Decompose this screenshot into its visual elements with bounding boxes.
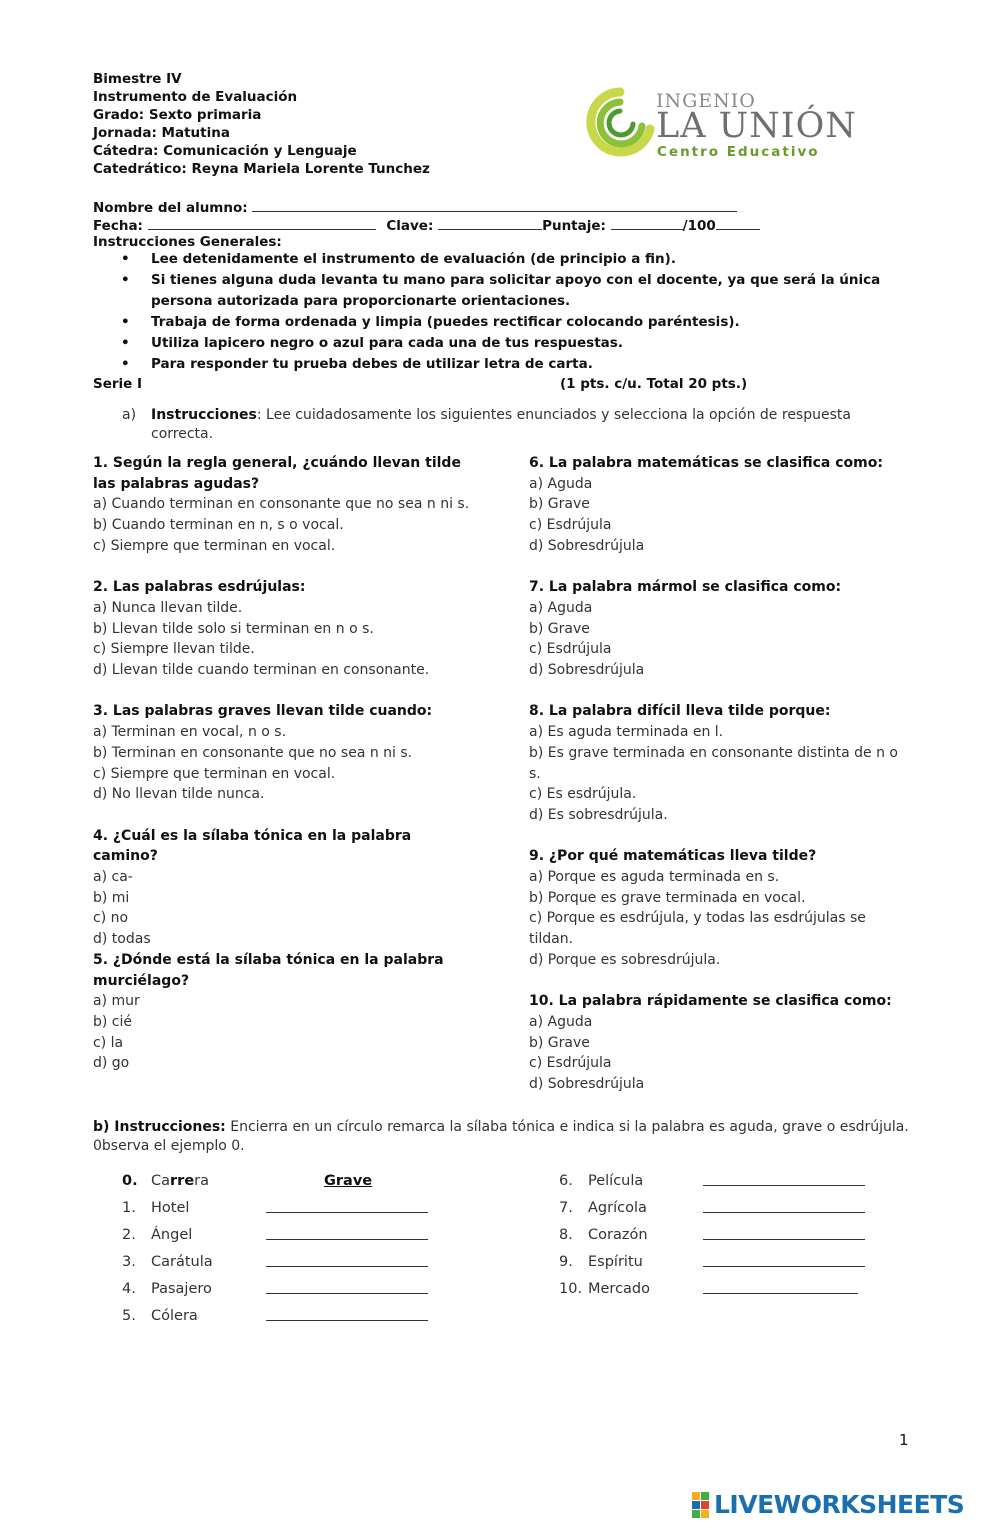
table-row	[122, 1221, 494, 1248]
part-a-text: : Lee cuidadosamente los siguientes enunciados y selecciona la opción de respuesta correcta.	[151, 407, 851, 442]
option[interactable]: c) Siempre que terminan en vocal.	[93, 537, 336, 554]
option[interactable]: b) Terminan en consonante que no sea n ni s.	[93, 744, 413, 761]
header-line: Catedrático: Reyna Mariela Lorente Tunchez	[93, 161, 430, 177]
part-a-instructions	[122, 406, 902, 444]
example-word: Carrera	[151, 1172, 210, 1189]
question-2: 2. Las palabras esdrújulas:	[93, 579, 306, 596]
table-row	[122, 1248, 494, 1275]
answer-field[interactable]	[703, 1279, 858, 1294]
option[interactable]: b) cié	[93, 1013, 132, 1030]
option[interactable]: c) Esdrújula	[529, 641, 612, 658]
header-line: Jornada: Matutina	[93, 125, 230, 141]
word: Mercado	[588, 1280, 651, 1297]
student-name-row	[93, 197, 737, 217]
option[interactable]: b) mi	[93, 889, 130, 906]
answer-field[interactable]	[266, 1225, 428, 1240]
option[interactable]: a) Es aguda terminada en l.	[529, 724, 724, 741]
date-field[interactable]	[148, 215, 376, 230]
option[interactable]: d) todas	[93, 931, 151, 948]
word-number: 7.	[559, 1199, 573, 1216]
option[interactable]: d) Porque es sobresdrújula.	[529, 951, 721, 968]
list-item: • Trabaja de forma ordenada y limpia (puedes rectificar colocando paréntesis).	[121, 314, 740, 330]
option[interactable]: c) Siempre llevan tilde.	[93, 641, 255, 658]
option[interactable]: c) Es esdrújula.	[529, 786, 637, 803]
table-row	[122, 1302, 494, 1329]
word-number: 2.	[122, 1226, 136, 1243]
date-row	[93, 215, 760, 235]
list-item: • Para responder tu prueba debes de utilizar letra de carta.	[121, 356, 593, 372]
table-row	[559, 1275, 865, 1302]
question-5: 5. ¿Dónde está la sílaba tónica en la palabra murciélago?	[93, 951, 444, 989]
question-7: 7. La palabra mármol se clasifica como:	[529, 579, 842, 596]
key-field[interactable]	[438, 215, 542, 230]
score-underline	[716, 215, 760, 230]
option[interactable]: b) Cuando terminan en n, s o vocal.	[93, 517, 344, 534]
right-question-column	[529, 453, 909, 1095]
liveworksheets-watermark: LIVEWORKSHEETS	[714, 1490, 965, 1519]
word-list-left	[122, 1167, 494, 1329]
page-number: 1	[899, 1431, 909, 1449]
word: Corazón	[588, 1226, 648, 1243]
option[interactable]: c) la	[93, 1034, 124, 1051]
option[interactable]: c) Porque es esdrújula, y todas las esdrújulas se tildan.	[529, 910, 866, 948]
option[interactable]: b) Porque es grave terminada en vocal.	[529, 889, 806, 906]
option[interactable]: d) Sobresdrújula	[529, 537, 645, 554]
option[interactable]: d) Sobresdrújula	[529, 662, 645, 679]
general-instructions-list	[93, 249, 923, 375]
part-b-instructions	[93, 1118, 913, 1156]
exam-header	[93, 70, 430, 178]
option[interactable]: a) Aguda	[529, 599, 593, 616]
answer-field[interactable]	[266, 1198, 428, 1213]
word: Hotel	[151, 1199, 190, 1216]
student-name-field[interactable]	[252, 197, 737, 212]
part-a-label: Instrucciones	[151, 407, 257, 423]
option[interactable]: d) Es sobresdrújula.	[529, 806, 668, 823]
table-row	[559, 1221, 865, 1248]
question-3: 3. Las palabras graves llevan tilde cuando:	[93, 703, 433, 720]
option[interactable]: a) Cuando terminan en consonante que no sea n ni s.	[93, 496, 470, 513]
answer-field[interactable]	[266, 1279, 428, 1294]
option[interactable]: b) Grave	[529, 496, 590, 513]
key-label: Clave:	[386, 218, 434, 234]
logo-top-text: INGENIO	[656, 90, 756, 112]
header-line: Instrumento de Evaluación	[93, 89, 298, 105]
table-row	[122, 1275, 494, 1302]
option[interactable]: b) Llevan tilde solo si terminan en n o s.	[93, 620, 374, 637]
logo-sub-text: Centro Educativo	[657, 144, 820, 160]
score-field[interactable]	[611, 215, 683, 230]
liveworksheets-logo-icon	[692, 1492, 710, 1518]
list-item: • Si tienes alguna duda levanta tu mano para solicitar apoyo con el docente, ya que será la única persona autorizada para proporcionarte orientaciones.	[121, 272, 881, 309]
word-list-right	[559, 1167, 865, 1302]
header-line: Grado: Sexto primaria	[93, 107, 262, 123]
word: Espíritu	[588, 1253, 643, 1270]
example-number: 0.	[122, 1172, 138, 1189]
word-number: 6.	[559, 1172, 573, 1189]
question-6: 6. La palabra matemáticas se clasifica como:	[529, 455, 883, 471]
table-row	[559, 1194, 865, 1221]
question-10: 10. La palabra rápidamente se clasifica como:	[529, 993, 892, 1010]
table-row	[559, 1167, 865, 1194]
option[interactable]: d) go	[93, 1055, 130, 1072]
option[interactable]: c) Esdrújula	[529, 517, 612, 534]
school-logo	[580, 84, 872, 164]
option[interactable]: d) Sobresdrújula	[529, 1076, 645, 1093]
option[interactable]: a) mur	[93, 993, 140, 1010]
option[interactable]: a) Terminan en vocal, n o s.	[93, 724, 287, 741]
swoosh-logo-icon	[580, 84, 660, 164]
header-line: Cátedra: Comunicación y Lenguaje	[93, 143, 357, 159]
word: Cólera	[151, 1307, 198, 1324]
part-a-letter: a)	[122, 407, 137, 423]
word-number: 8.	[559, 1226, 573, 1243]
word-number: 1.	[122, 1199, 136, 1216]
question-9: 9. ¿Por qué matemáticas lleva tilde?	[529, 848, 817, 865]
example-answer: Grave	[324, 1172, 373, 1189]
word: Ángel	[151, 1226, 193, 1243]
logo-main-text: LA UNIÓN	[656, 106, 857, 146]
option[interactable]: d) Llevan tilde cuando terminan en consonante.	[93, 662, 430, 679]
word-number: 9.	[559, 1253, 573, 1270]
question-4: 4. ¿Cuál es la sílaba tónica en la palabra camino?	[93, 827, 412, 865]
answer-field[interactable]	[703, 1225, 865, 1240]
question-1: 1. Según la regla general, ¿cuándo llevan tilde las palabras agudas?	[93, 455, 461, 492]
option[interactable]: d) No llevan tilde nunca.	[93, 786, 265, 803]
header-line: Bimestre IV	[93, 71, 182, 87]
part-b-text: Encierra en un círculo remarca la sílaba tónica e indica si la palabra es aguda, grave o esdrújula. 0bserva el ejemplo 0.	[93, 1119, 909, 1154]
answer-field[interactable]	[703, 1171, 865, 1186]
answer-field[interactable]	[703, 1198, 865, 1213]
table-row	[559, 1248, 865, 1275]
word: Película	[588, 1172, 644, 1189]
option[interactable]: c) no	[93, 910, 129, 927]
option[interactable]: b) Es grave terminada en consonante distinta de n o s.	[529, 744, 898, 782]
option[interactable]: c) Siempre que terminan en vocal.	[93, 765, 336, 782]
list-item: • Utiliza lapicero negro o azul para cada una de tus respuestas.	[121, 335, 623, 351]
word-number: 3.	[122, 1253, 136, 1270]
part-b-label: b) Instrucciones:	[93, 1119, 226, 1135]
general-instructions-title: Instrucciones Generales:	[93, 234, 282, 250]
date-label: Fecha:	[93, 218, 143, 234]
table-row	[122, 1194, 494, 1221]
answer-field[interactable]	[703, 1252, 865, 1267]
question-8: 8. La palabra difícil lleva tilde porque:	[529, 703, 831, 720]
word-number: 10.	[559, 1280, 583, 1297]
serie-title: Serie I	[93, 376, 143, 392]
word-number: 4.	[122, 1280, 136, 1297]
option[interactable]: c) Esdrújula	[529, 1055, 612, 1072]
option[interactable]: a) Nunca llevan tilde.	[93, 599, 243, 616]
option[interactable]: a) ca-	[93, 869, 133, 886]
option[interactable]: a) Aguda	[529, 475, 593, 492]
word: Carátula	[151, 1253, 213, 1270]
answer-field[interactable]	[266, 1306, 428, 1321]
word-number: 5.	[122, 1307, 136, 1324]
student-name-label: Nombre del alumno:	[93, 200, 248, 216]
serie-points: (1 pts. c/u. Total 20 pts.)	[560, 376, 748, 392]
option[interactable]: a) Porque es aguda terminada en s.	[529, 869, 780, 886]
example-row	[122, 1167, 494, 1194]
score-total: /100	[682, 218, 716, 234]
option[interactable]: b) Grave	[529, 1034, 590, 1051]
answer-field[interactable]	[266, 1252, 428, 1267]
option[interactable]: a) Aguda	[529, 1013, 593, 1030]
word: Pasajero	[151, 1280, 212, 1297]
score-label: Puntaje:	[542, 218, 606, 234]
left-question-column	[93, 453, 473, 1074]
option[interactable]: b) Grave	[529, 620, 590, 637]
word: Agrícola	[588, 1199, 647, 1216]
list-item: • Lee detenidamente el instrumento de evaluación (de principio a fin).	[121, 251, 676, 267]
